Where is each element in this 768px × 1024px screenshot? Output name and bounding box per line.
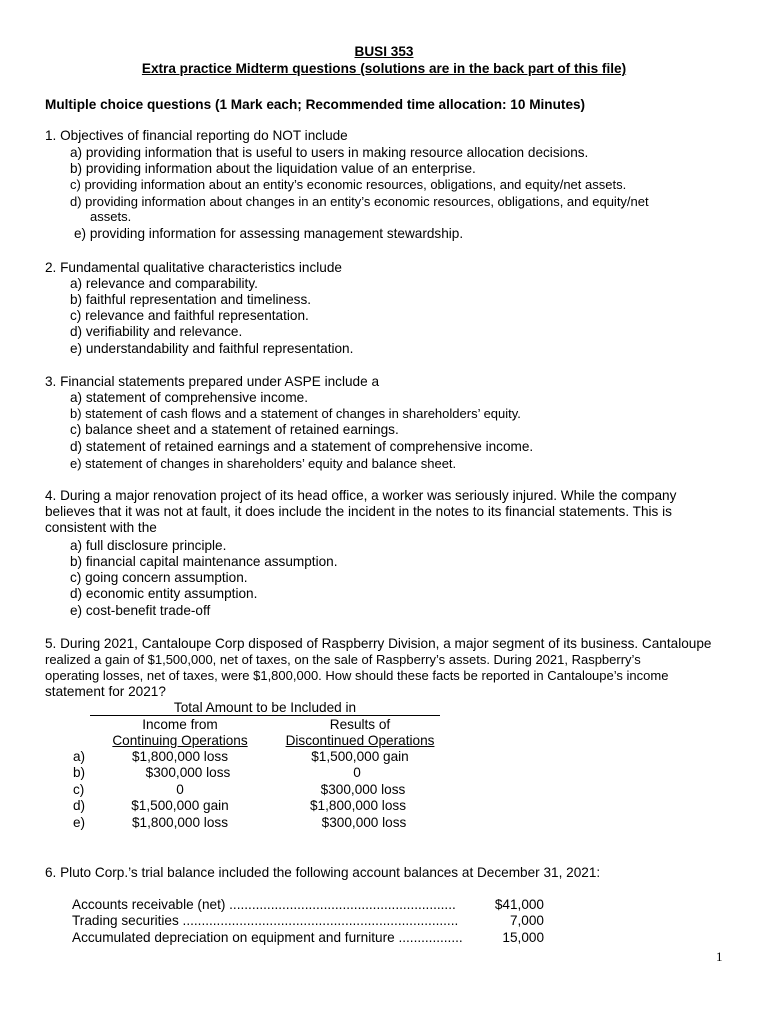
question-2-option-b: b) faithful representation and timeliness.	[70, 292, 312, 307]
question-3-stem: 3. Financial statements prepared under ASPE include a	[45, 374, 380, 389]
table-cell: $1,800,000 loss	[132, 749, 228, 764]
question-4-option-b: b) financial capital maintenance assumption.	[70, 554, 338, 569]
account-amount: 15,000	[502, 930, 544, 945]
table-cell: $1,500,000 gain	[311, 749, 409, 764]
question-3-option-b: b) statement of cash flows and a statement of changes in shareholders’ equity.	[70, 406, 521, 421]
table-cell: $1,800,000 loss	[310, 798, 406, 813]
course-code: BUSI 353	[354, 44, 414, 59]
table-row-label: b)	[73, 765, 86, 780]
question-5-stem-line-3: operating losses, net of taxes, were $1,800,000. How should these facts be reported in Cantaloupe’s income	[45, 668, 669, 683]
question-1-option-d: d) providing information about changes in an entity’s economic resources, obligations, and equity/net	[70, 194, 649, 209]
question-1-option-a: a) providing information that is useful to users in making resource allocation decisions.	[70, 145, 589, 160]
question-2-stem: 2. Fundamental qualitative characteristics include	[45, 260, 342, 275]
question-1-option-c: c) providing information about an entity’s economic resources, obligations, and equity/net assets.	[70, 177, 627, 192]
question-4-option-c: c) going concern assumption.	[70, 570, 248, 585]
question-5-stem-line-4: statement for 2021?	[45, 684, 166, 699]
question-2-option-d: d) verifiability and relevance.	[70, 324, 243, 339]
table-cell: $1,500,000 gain	[131, 798, 229, 813]
question-4-stem-line-2: believes that it was not at fault, it does include the incident in the notes to its financial statements. This is	[45, 504, 672, 519]
question-4-stem-line-1: 4. During a major renovation project of its head office, a worker was seriously injured. While the company	[45, 488, 677, 503]
table-cell: 0	[353, 765, 361, 780]
section-title: Multiple choice questions (1 Mark each; Recommended time allocation: 10 Minutes)	[45, 97, 586, 112]
question-2-option-e: e) understandability and faithful representation.	[70, 341, 354, 356]
question-2-option-c: c) relevance and faithful representation.	[70, 308, 309, 323]
question-1-option-e: e) providing information for assessing management stewardship.	[74, 226, 464, 241]
table-cell: $300,000 loss	[320, 782, 406, 797]
table-row-label: d)	[73, 798, 86, 813]
question-2-option-a: a) relevance and comparability.	[70, 276, 258, 291]
question-3-option-a: a) statement of comprehensive income.	[70, 390, 309, 405]
table-cell: 0	[176, 782, 184, 797]
account-name: Trading securities .........................................................................	[72, 913, 459, 928]
account-name: Accounts receivable (net) ............................................................	[72, 897, 456, 912]
table-caption: Total Amount to be Included in	[173, 700, 357, 715]
table-row-label: c)	[73, 782, 85, 797]
page-number: 1	[716, 949, 723, 964]
table-col1-head-2: Continuing Operations	[112, 733, 248, 748]
question-4-option-e: e) cost-benefit trade-off	[70, 603, 211, 618]
document-subtitle: Extra practice Midterm questions (solutions are in the back part of this file)	[141, 61, 627, 76]
table-col2-head-1: Results of	[329, 717, 391, 732]
question-5-stem-line-2: realized a gain of $1,500,000, net of taxes, on the sale of Raspberry’s assets. During 2021, Raspberry’s	[45, 652, 641, 667]
table-cell: $1,800,000 loss	[132, 815, 228, 830]
table-col1-head-1: Income from	[142, 717, 218, 732]
question-5-stem-line-1: 5. During 2021, Cantaloupe Corp disposed of Raspberry Division, a major segment of its business. Cantaloupe	[45, 636, 712, 651]
account-name: Accumulated depreciation on equipment and furniture .................	[72, 930, 463, 945]
table-rule	[90, 715, 440, 716]
table-row-label: a)	[73, 749, 86, 764]
question-4-stem-line-3: consistent with the	[45, 520, 157, 535]
question-1-stem: 1. Objectives of financial reporting do NOT include	[45, 128, 348, 143]
account-amount: $41,000	[494, 897, 544, 912]
question-3-option-c: c) balance sheet and a statement of retained earnings.	[70, 422, 399, 437]
question-4-option-d: d) economic entity assumption.	[70, 586, 258, 601]
question-4-option-a: a) full disclosure principle.	[70, 538, 227, 553]
table-col2-head-2: Discontinued Operations	[285, 733, 435, 748]
question-1-option-d-cont: assets.	[90, 209, 132, 224]
table-cell: $300,000 loss	[145, 765, 231, 780]
question-1-option-b: b) providing information about the liquidation value of an enterprise.	[70, 161, 476, 176]
question-3-option-d: d) statement of retained earnings and a statement of comprehensive income.	[70, 439, 534, 454]
question-3-option-e: e) statement of changes in shareholders’ equity and balance sheet.	[70, 456, 457, 471]
account-amount: 7,000	[509, 913, 544, 928]
table-cell: $300,000 loss	[321, 815, 407, 830]
question-6-stem: 6. Pluto Corp.’s trial balance included the following account balances at December 31, 2021:	[45, 865, 601, 880]
table-row-label: e)	[73, 815, 86, 830]
